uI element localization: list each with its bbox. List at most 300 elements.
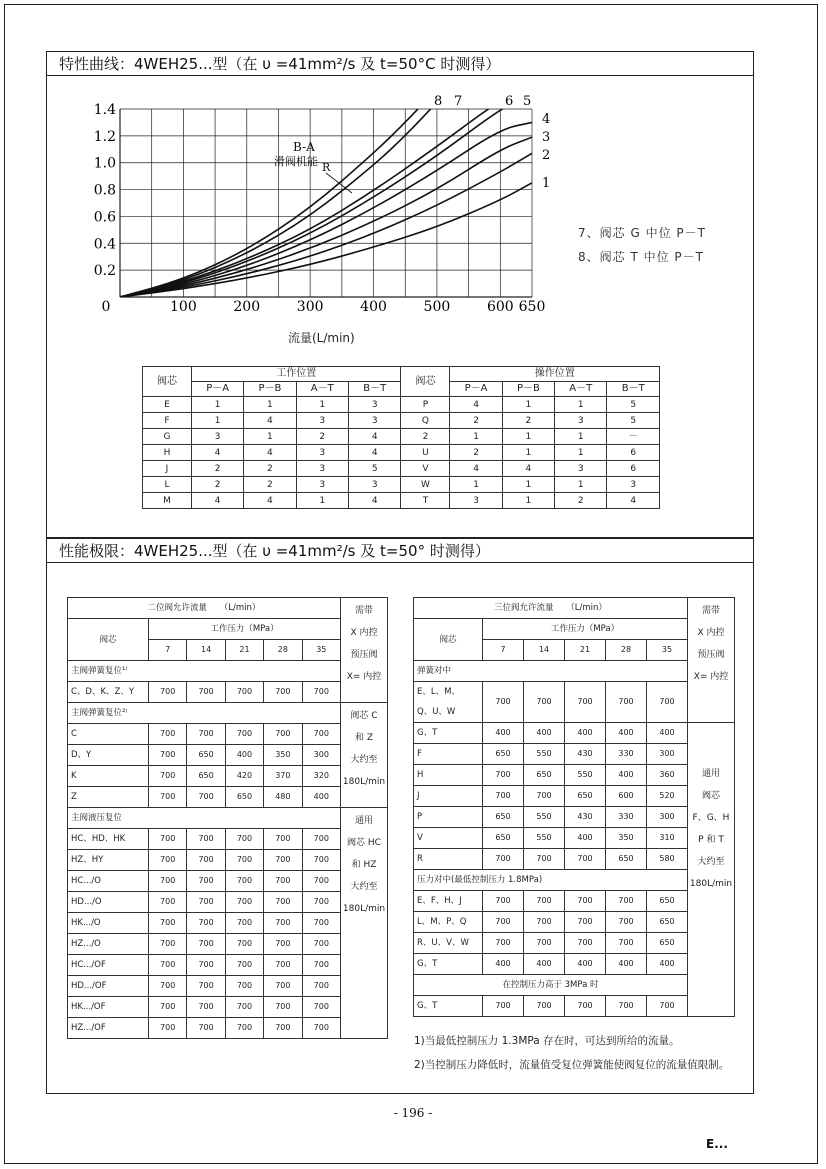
two-position-limits-table <box>67 597 388 1039</box>
table-cell: K <box>68 766 149 787</box>
table-cell: 330 <box>606 744 647 765</box>
table-cell: 3 <box>450 493 502 509</box>
table-cell: G <box>143 429 192 445</box>
table-cell: 1 <box>450 429 502 445</box>
table-cell: 700 <box>483 849 524 870</box>
table-cell: 3 <box>555 413 607 429</box>
table-cell: 700 <box>225 724 263 745</box>
side-note-line: X= 内控 <box>346 672 382 682</box>
table-cell: 700 <box>225 850 263 871</box>
table-cell: 700 <box>264 682 302 703</box>
table-cell: 4 <box>192 493 244 509</box>
table-cell: 5 <box>607 397 660 413</box>
two-position-title: 二位阀允许流量 （L/min） <box>68 598 341 619</box>
chart-note-7: 7、阀芯 G 中位 P－T <box>578 226 706 240</box>
table-cell: W <box>401 477 450 493</box>
table-cell: 700 <box>187 913 225 934</box>
table-cell: 700 <box>225 892 263 913</box>
table-cell: P <box>401 397 450 413</box>
table-cell: D、Y <box>68 745 149 766</box>
table-cell: 700 <box>302 976 340 997</box>
table-row <box>143 493 660 509</box>
table-cell: 700 <box>225 976 263 997</box>
table-cell: 35 <box>302 640 340 661</box>
table-row <box>143 461 660 477</box>
table-cell: 700 <box>302 955 340 976</box>
page-number: - 196 - <box>393 1106 433 1120</box>
table-cell: 370 <box>264 766 302 787</box>
table-cell: H <box>143 445 192 461</box>
table-cell: 700 <box>149 682 187 703</box>
side-note-line: X 内控 <box>697 628 725 638</box>
table-cell: R、U、V、W <box>414 933 483 954</box>
three-position-side-top <box>688 598 735 723</box>
table-cell: 320 <box>302 766 340 787</box>
table-cell: 700 <box>606 891 647 912</box>
table-cell: 700 <box>524 996 565 1017</box>
side-note-line: 需带 <box>354 606 373 616</box>
table-cell: 3 <box>349 413 401 429</box>
three-position-spool-header: 阀芯 <box>414 619 483 661</box>
table-cell <box>688 723 735 1017</box>
table-cell: 400 <box>565 723 606 744</box>
table-cell: 1 <box>244 429 296 445</box>
table-cell: 1 <box>296 397 348 413</box>
table-cell: 700 <box>302 871 340 892</box>
table-cell: 14 <box>187 640 225 661</box>
table-cell: 700 <box>149 1018 187 1039</box>
table-row <box>414 891 735 912</box>
table-cell: Z <box>68 787 149 808</box>
table-cell: 700 <box>565 891 606 912</box>
table-cell: 700 <box>264 850 302 871</box>
table-cell: 700 <box>524 849 565 870</box>
side-note-line: 180L/min <box>689 879 733 889</box>
table-row <box>68 1018 388 1039</box>
table-cell: 700 <box>264 1018 302 1039</box>
table-cell: 400 <box>647 954 688 975</box>
table-cell: 400 <box>483 954 524 975</box>
table-row <box>414 954 735 975</box>
table-cell: C、D、K、Z、Y <box>68 682 149 703</box>
table-cell: 700 <box>483 996 524 1017</box>
side-note-line: 大约至 <box>697 857 725 867</box>
table-cell: 5 <box>607 413 660 429</box>
table-cell: 330 <box>606 807 647 828</box>
table-row <box>68 829 388 850</box>
table-cell: C <box>68 724 149 745</box>
table-cell: 700 <box>149 829 187 850</box>
table-cell: 1 <box>192 397 244 413</box>
table-cell: Q <box>401 413 450 429</box>
table-cell: 2 <box>502 413 554 429</box>
table-cell: 650 <box>565 786 606 807</box>
table-cell: 1 <box>296 493 348 509</box>
table-cell: 2 <box>450 413 502 429</box>
position-subheader: B－T <box>349 382 401 397</box>
table-cell: HZ.../O <box>68 934 149 955</box>
table-cell: 700 <box>264 955 302 976</box>
table-cell: 700 <box>264 829 302 850</box>
table-row <box>68 766 388 787</box>
table-cell: 1 <box>502 429 554 445</box>
table-cell: 700 <box>225 934 263 955</box>
table-cell: 650 <box>647 891 688 912</box>
table-cell: 700 <box>606 996 647 1017</box>
side-note-line: P 和 T <box>698 835 724 845</box>
table-cell: HC、HD、HK <box>68 829 149 850</box>
table-cell: 1 <box>192 413 244 429</box>
y-tick-label: 1.4 <box>93 102 116 118</box>
table-cell: 700 <box>149 745 187 766</box>
table-cell: 3 <box>349 477 401 493</box>
table-cell: 520 <box>647 786 688 807</box>
table-cell: F <box>414 744 483 765</box>
table-cell: 700 <box>187 682 225 703</box>
table-cell: 700 <box>149 997 187 1018</box>
table-cell: 4 <box>349 493 401 509</box>
side-note-line: 大约至 <box>350 755 378 765</box>
table-cell: 2 <box>192 477 244 493</box>
table-cell: 300 <box>647 807 688 828</box>
table-row <box>414 786 735 807</box>
position-subheader: A－T <box>555 382 607 397</box>
table-cell: 压力对中(最低控制压力 1.8MPa) <box>414 870 688 891</box>
table-cell: 4 <box>450 461 502 477</box>
table-cell: 350 <box>606 828 647 849</box>
table-row <box>414 975 735 996</box>
table-row <box>68 913 388 934</box>
table-cell: V <box>401 461 450 477</box>
table-cell: 4 <box>244 445 296 461</box>
table-cell: 4 <box>244 413 296 429</box>
table-cell: － <box>607 429 660 445</box>
three-position-pressure-header: 工作压力（MPa） <box>483 619 688 640</box>
position-subheader: P－A <box>192 382 244 397</box>
col-spool-right: 阀芯 <box>401 367 450 397</box>
table-cell: 300 <box>302 745 340 766</box>
table-cell: 400 <box>606 765 647 786</box>
table-row <box>68 703 388 724</box>
table-cell: HD.../OF <box>68 976 149 997</box>
table-cell: 主阀液压复位 <box>68 808 341 829</box>
table-cell: 1 <box>555 397 607 413</box>
footnote-2: 2)当控制压力降低时，流量值受复位弹簧能使阀复位的流量值限制。 <box>414 1059 730 1071</box>
table-cell: 700 <box>264 997 302 1018</box>
table-cell: 1 <box>244 397 296 413</box>
side-note-line: 180L/min <box>342 904 386 914</box>
table-cell: HC.../OF <box>68 955 149 976</box>
table-cell: 650 <box>483 828 524 849</box>
table-cell: J <box>414 786 483 807</box>
table-cell: 350 <box>264 745 302 766</box>
table-cell: HZ、HY <box>68 850 149 871</box>
table-cell: E、F、H、J <box>414 891 483 912</box>
table-cell: 700 <box>264 892 302 913</box>
side-note-line: 通用 <box>354 816 373 826</box>
table-cell: 430 <box>565 807 606 828</box>
x-tick-label: 100 <box>170 299 197 315</box>
brand-mark: E... <box>706 1137 728 1151</box>
section2-title: 性能极限：4WEH25...型（在 υ =41mm²/s 及 t=50° 时测得） <box>47 539 753 563</box>
y-tick-label: 1.2 <box>93 128 116 145</box>
chart-note-8: 8、阀芯 T 中位 P－T <box>578 250 704 264</box>
table-cell: 700 <box>524 682 565 723</box>
side-note-line: 180L/min <box>342 777 386 787</box>
table-cell: 700 <box>149 766 187 787</box>
x-tick-label: 600 <box>486 299 514 315</box>
table-cell: 1 <box>502 397 554 413</box>
curve-label-5: 5 <box>523 94 532 109</box>
table-cell: R <box>414 849 483 870</box>
table-cell: 700 <box>524 786 565 807</box>
table-cell <box>341 703 388 808</box>
table-cell: 700 <box>302 913 340 934</box>
table-cell: 700 <box>606 933 647 954</box>
table-cell: 21 <box>565 640 606 661</box>
table-cell: 700 <box>483 933 524 954</box>
table-cell: 700 <box>149 787 187 808</box>
side-note-line: 需带 <box>701 606 720 616</box>
table-cell: 3 <box>296 461 348 477</box>
table-cell: V <box>414 828 483 849</box>
table-cell: 5 <box>349 461 401 477</box>
chart-annotation-r: R <box>322 161 331 174</box>
table-cell: 650 <box>606 849 647 870</box>
table-cell: 700 <box>225 829 263 850</box>
side-note-line: 阀芯 <box>701 791 720 801</box>
table-cell: 2 <box>244 477 296 493</box>
table-cell: J <box>143 461 192 477</box>
curve-label-1: 1 <box>542 176 551 191</box>
curve-label-4: 4 <box>542 112 551 127</box>
side-note-line: 预压阀 <box>350 650 378 660</box>
table-cell: 700 <box>264 913 302 934</box>
table-cell: 700 <box>149 871 187 892</box>
position-subheader: P－B <box>502 382 554 397</box>
table-cell: 700 <box>565 682 606 723</box>
table-cell: HK.../O <box>68 913 149 934</box>
table-cell: 700 <box>225 997 263 1018</box>
table-cell: 700 <box>225 1018 263 1039</box>
table-cell: 35 <box>647 640 688 661</box>
table-cell: 700 <box>524 891 565 912</box>
table-row <box>143 413 660 429</box>
table-cell: 1 <box>450 477 502 493</box>
table-cell: 700 <box>225 913 263 934</box>
side-note-line: 阀芯 C <box>350 711 378 721</box>
table-cell: 700 <box>149 892 187 913</box>
table-cell: 700 <box>524 933 565 954</box>
table-cell: 3 <box>555 461 607 477</box>
table-cell: 700 <box>264 871 302 892</box>
table-cell: 700 <box>187 871 225 892</box>
table-cell: 700 <box>483 891 524 912</box>
curve-assignment-table <box>142 366 660 509</box>
table-cell: 3 <box>296 413 348 429</box>
table-cell: 650 <box>187 766 225 787</box>
table-cell: 700 <box>264 934 302 955</box>
table-cell: 6 <box>607 445 660 461</box>
table-row <box>414 828 735 849</box>
x-tick-label: 300 <box>296 299 324 315</box>
table-cell: F <box>143 413 192 429</box>
table-cell: 2 <box>555 493 607 509</box>
table-cell: 700 <box>264 976 302 997</box>
side-note-line: 和 Z <box>354 733 374 743</box>
table-cell: HD.../O <box>68 892 149 913</box>
table-cell: 1 <box>555 477 607 493</box>
table-cell: 2 <box>450 445 502 461</box>
table-row <box>68 955 388 976</box>
table-row <box>414 765 735 786</box>
table-cell: M <box>143 493 192 509</box>
table-cell: 3 <box>607 477 660 493</box>
table-cell: 400 <box>606 954 647 975</box>
table-cell: HC.../O <box>68 871 149 892</box>
table-cell: 700 <box>565 933 606 954</box>
table-cell: 360 <box>647 765 688 786</box>
table-cell: 4 <box>349 445 401 461</box>
table-cell: 700 <box>187 997 225 1018</box>
table-cell: 700 <box>302 682 340 703</box>
table-cell: T <box>401 493 450 509</box>
table-cell: 700 <box>524 912 565 933</box>
table-cell: 3 <box>192 429 244 445</box>
table-cell <box>341 808 388 1039</box>
table-cell: 300 <box>647 744 688 765</box>
three-position-title: 三位阀允许流量 （L/min） <box>414 598 688 619</box>
table-cell: P <box>414 807 483 828</box>
table-cell: 650 <box>483 744 524 765</box>
table-cell: L <box>143 477 192 493</box>
table-row <box>414 870 735 891</box>
table-row <box>68 871 388 892</box>
table-row <box>68 745 388 766</box>
table-cell: 550 <box>524 744 565 765</box>
chart-x-axis-label: 流量(L/min) <box>288 331 355 345</box>
table-cell: 650 <box>647 933 688 954</box>
table-row <box>414 723 735 744</box>
side-note-line: 大约至 <box>350 882 378 892</box>
table-cell: 700 <box>606 682 647 723</box>
table-cell: 650 <box>187 745 225 766</box>
two-position-spool-header: 阀芯 <box>68 619 149 661</box>
table-cell: 700 <box>647 996 688 1017</box>
table-cell: 700 <box>606 912 647 933</box>
table-cell: HZ.../OF <box>68 1018 149 1039</box>
side-note-line: 通用 <box>701 769 720 779</box>
table-row <box>68 724 388 745</box>
table-cell: 430 <box>565 744 606 765</box>
table-cell: 650 <box>225 787 263 808</box>
group-operate-position: 操作位置 <box>450 367 660 382</box>
table-cell: 650 <box>524 765 565 786</box>
table-cell: 700 <box>483 682 524 723</box>
table-cell: 400 <box>606 723 647 744</box>
table-cell: 480 <box>264 787 302 808</box>
spool-line: E、L、M、 <box>417 687 460 697</box>
side-note-line: X= 内控 <box>693 672 729 682</box>
table-cell: 1 <box>502 445 554 461</box>
table-cell: 700 <box>187 955 225 976</box>
table-cell: 700 <box>187 850 225 871</box>
table-cell: U <box>401 445 450 461</box>
curve-label-8: 8 <box>434 94 443 109</box>
table-cell: 700 <box>264 724 302 745</box>
table-row <box>414 996 735 1017</box>
x-tick-label: 650 <box>518 299 546 315</box>
table-cell: 700 <box>302 892 340 913</box>
table-cell: 550 <box>524 828 565 849</box>
table-cell: 6 <box>607 461 660 477</box>
table-cell: 400 <box>647 723 688 744</box>
table-cell: 700 <box>225 871 263 892</box>
position-subheader: B－T <box>607 382 660 397</box>
curve-label-6: 6 <box>505 94 514 109</box>
table-cell: 700 <box>302 1018 340 1039</box>
table-cell: 700 <box>483 786 524 807</box>
x-tick-label: 200 <box>233 299 261 315</box>
table-cell: 4 <box>450 397 502 413</box>
x-tick-label: 0 <box>101 299 111 315</box>
curve-label-7: 7 <box>454 94 463 109</box>
table-row <box>68 787 388 808</box>
table-cell: 700 <box>187 1018 225 1039</box>
table-row <box>143 429 660 445</box>
table-row <box>68 934 388 955</box>
table-cell: 700 <box>483 765 524 786</box>
curve-5 <box>120 102 513 297</box>
x-tick-label: 500 <box>423 299 451 315</box>
table-cell: 1 <box>502 493 554 509</box>
side-note-line: X 内控 <box>350 628 378 638</box>
table-row <box>68 850 388 871</box>
group-work-position: 工作位置 <box>192 367 401 382</box>
y-tick-label: 0.8 <box>93 182 116 199</box>
table-cell: 650 <box>483 807 524 828</box>
table-cell: 2 <box>401 429 450 445</box>
x-tick-label: 400 <box>360 299 387 315</box>
table-cell: HK.../OF <box>68 997 149 1018</box>
table-cell: 700 <box>149 913 187 934</box>
side-note-line: 预压阀 <box>697 650 725 660</box>
table-cell: 580 <box>647 849 688 870</box>
table-cell: E <box>143 397 192 413</box>
table-row <box>68 997 388 1018</box>
table-cell: 2 <box>192 461 244 477</box>
table-cell: 400 <box>302 787 340 808</box>
table-cell: 600 <box>606 786 647 807</box>
table-cell: 700 <box>187 829 225 850</box>
side-note-line: 阀芯 HC <box>347 838 381 848</box>
table-cell: 700 <box>187 892 225 913</box>
table-cell: 400 <box>524 723 565 744</box>
table-cell: 400 <box>524 954 565 975</box>
table-cell: 400 <box>565 828 606 849</box>
table-cell: 700 <box>149 934 187 955</box>
table-cell: 700 <box>565 849 606 870</box>
table-cell: 4 <box>192 445 244 461</box>
table-cell: 420 <box>225 766 263 787</box>
table-cell: 3 <box>349 397 401 413</box>
table-row <box>143 397 660 413</box>
table-cell: G、T <box>414 954 483 975</box>
table-cell: 700 <box>302 829 340 850</box>
table-cell: 28 <box>264 640 302 661</box>
table-cell: L、M、P、Q <box>414 912 483 933</box>
spool-line: Q、U、W <box>417 707 456 717</box>
